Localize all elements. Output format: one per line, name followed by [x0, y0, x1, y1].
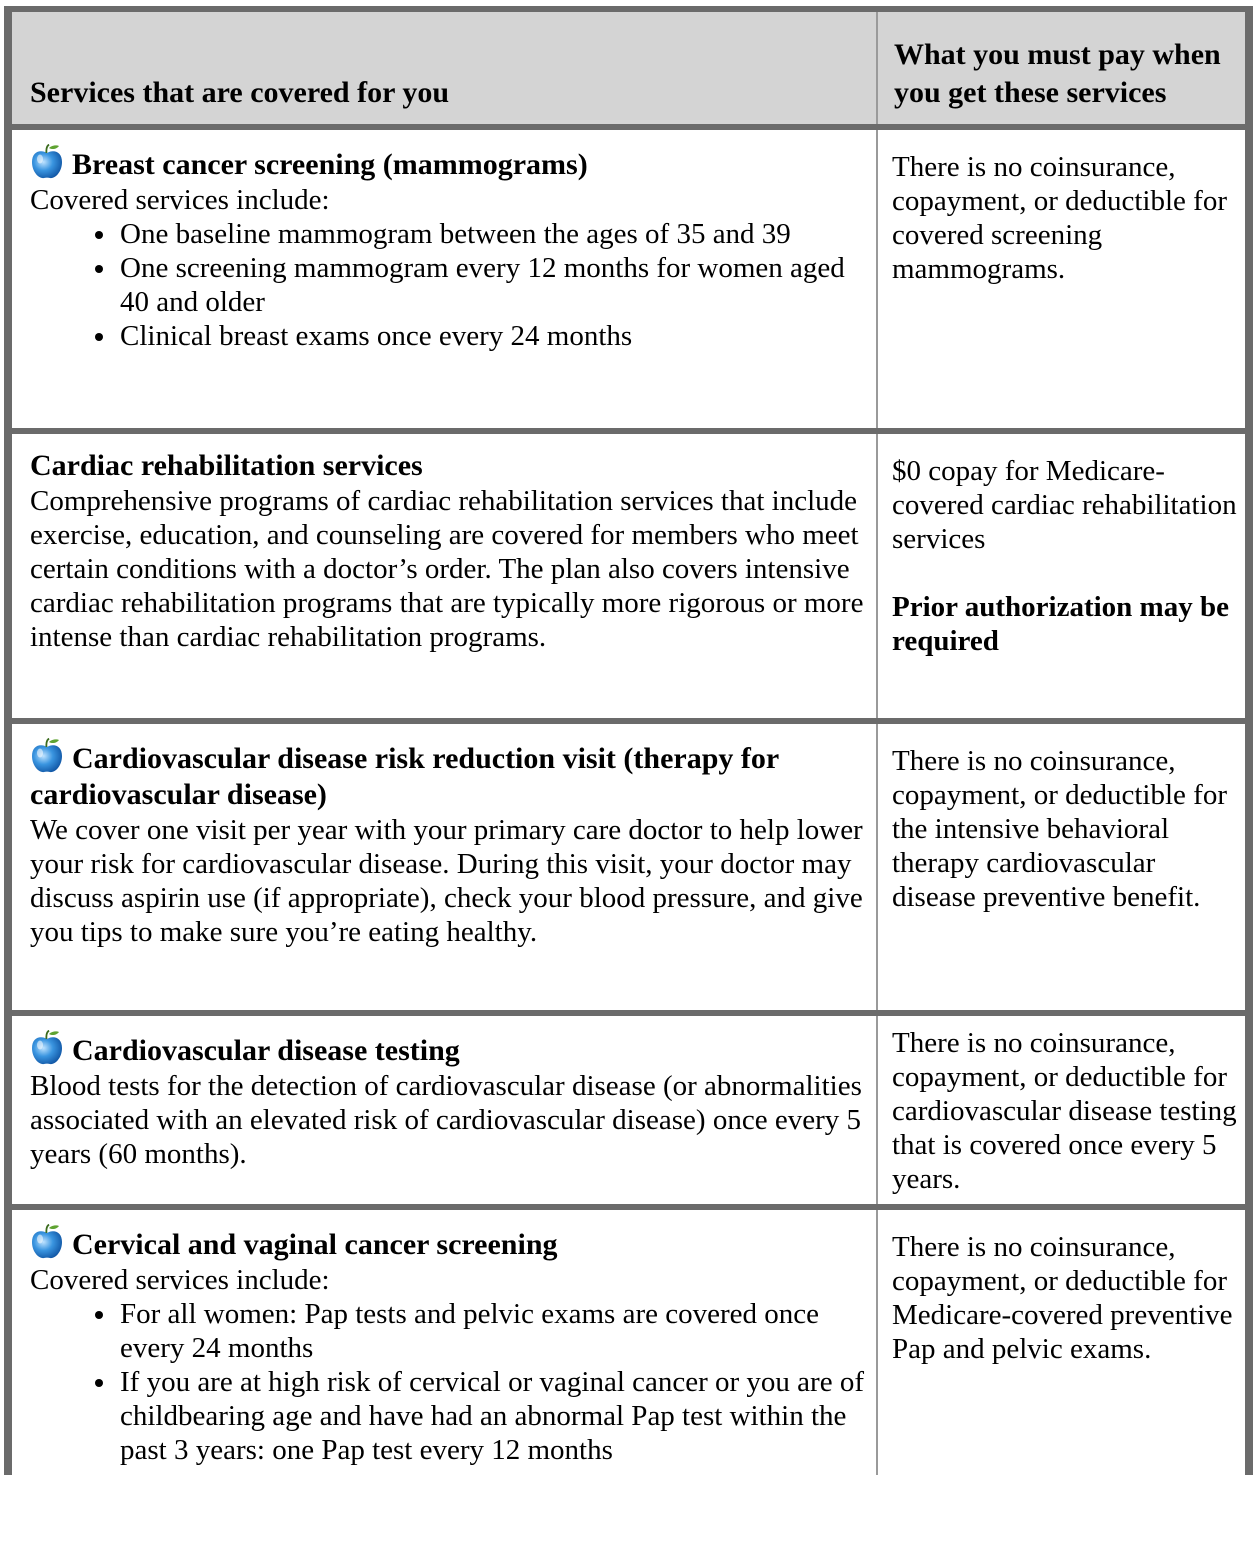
list-item: • One screening mammogram every 12 months for women aged 40 and older	[118, 251, 864, 319]
service-cell	[8, 127, 877, 431]
service-title	[30, 1224, 864, 1263]
table-row	[8, 721, 1249, 1013]
table-row	[8, 127, 1249, 431]
apple-icon	[30, 1030, 64, 1066]
service-body: Blood tests for the detection of cardiovascular disease (or abnormalities associated with an elevated risk of cardiovascular disease) once every 5 years (60 months).	[30, 1070, 862, 1170]
apple-icon	[30, 738, 64, 774]
service-intro: Covered services include:	[30, 184, 330, 216]
service-title: Cardiac rehabilitation services	[30, 449, 423, 482]
service-title	[30, 738, 864, 813]
service-title-text: Cardiovascular disease risk reduction visit (therapy for cardiovascular disease)	[30, 742, 779, 811]
payment-cell	[877, 1207, 1249, 1475]
payment-cell	[877, 1013, 1249, 1207]
service-cell	[8, 721, 877, 1013]
service-cell	[8, 431, 877, 721]
service-title-text: Cervical and vaginal cancer screening	[72, 1228, 558, 1261]
payment-text: There is no coinsurance, copayment, or deductible for Medicare-covered preventive Pap and pelvic exams.	[892, 1231, 1233, 1365]
payment-note: Prior authorization may be required	[892, 591, 1229, 657]
list-item: • Clinical breast exams once every 24 months	[118, 319, 864, 353]
benefits-table	[4, 6, 1253, 1475]
service-intro: Covered services include:	[30, 1264, 330, 1296]
list-item: • One baseline mammogram between the ages of 35 and 39	[118, 217, 864, 251]
payment-cell	[877, 721, 1249, 1013]
payment-cell	[877, 127, 1249, 431]
table-row	[8, 431, 1249, 721]
header-services: Services that are covered for you	[8, 9, 877, 127]
service-list	[30, 1297, 864, 1467]
apple-icon	[30, 144, 64, 180]
service-title-text: Breast cancer screening (mammograms)	[72, 148, 588, 181]
service-title-text: Cardiovascular disease testing	[72, 1034, 460, 1067]
payment-text: $0 copay for Medicare-covered cardiac rehabilitation services	[892, 455, 1237, 555]
list-item: • For all women: Pap tests and pelvic exams are covered once every 24 months	[118, 1297, 864, 1365]
table-row	[8, 1207, 1249, 1475]
list-item: • If you are at high risk of cervical or vaginal cancer or you are of childbearing age and have had an abnormal Pap test within the past 3 years: one Pap test every 12 months	[118, 1365, 864, 1467]
service-body: Comprehensive programs of cardiac rehabilitation services that include exercise, education, and counseling are covered for members who meet certain conditions with a doctor’s order. The plan also covers intensive cardiac rehabilitation programs that are typically more rigorous or more intense than cardiac rehabilitation programs.	[30, 485, 864, 653]
header-payment: What you must pay when you get these services	[877, 9, 1249, 127]
payment-text: There is no coinsurance, copayment, or deductible for the intensive behavioral therapy cardiovascular disease preventive benefit.	[892, 745, 1227, 913]
service-title	[30, 144, 864, 183]
service-title	[30, 1030, 864, 1069]
service-cell	[8, 1013, 877, 1207]
service-list	[30, 217, 864, 353]
payment-cell	[877, 431, 1249, 721]
payment-text: There is no coinsurance, copayment, or deductible for cardiovascular disease testing that is covered once every 5 years.	[892, 1027, 1237, 1195]
benefits-page	[4, 6, 1253, 1550]
table-row	[8, 1013, 1249, 1207]
table-header-row	[8, 9, 1249, 127]
service-cell	[8, 1207, 877, 1475]
payment-text: There is no coinsurance, copayment, or deductible for covered screening mammograms.	[892, 151, 1227, 285]
apple-icon	[30, 1224, 64, 1260]
service-body: We cover one visit per year with your primary care doctor to help lower your risk for cardiovascular disease. During this visit, your doctor may discuss aspirin use (if appropriate), check your blood pressure, and give you tips to make sure you’re eating healthy.	[30, 814, 863, 948]
